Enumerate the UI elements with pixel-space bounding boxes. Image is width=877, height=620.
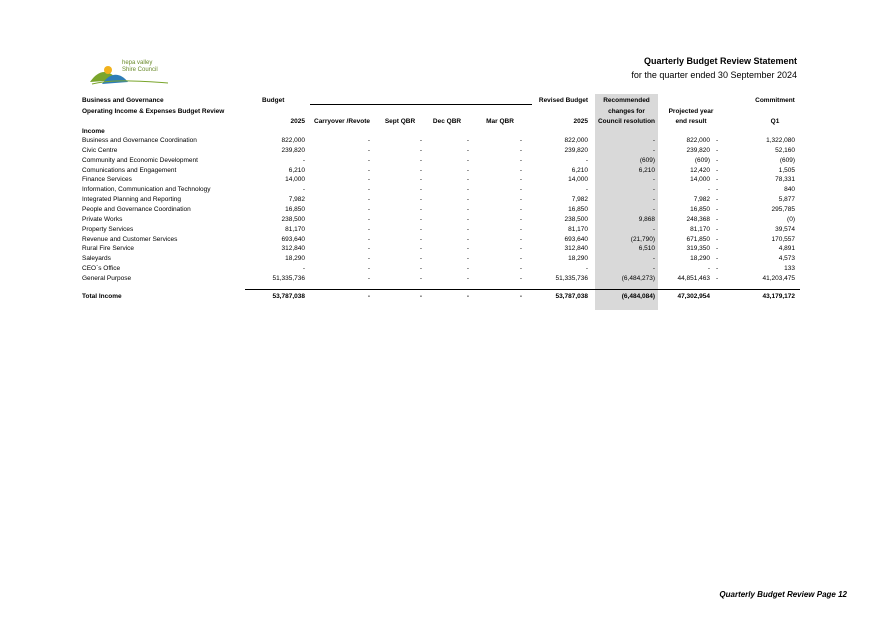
carryover: - (367, 215, 370, 223)
budget-2025: 693,640 (281, 235, 305, 243)
row-label: Civic Centre (82, 146, 118, 154)
budget-2025: 51,335,736 (272, 274, 305, 282)
sept-qbr: - (419, 225, 422, 233)
projected-result: 81,170 (690, 225, 710, 233)
sept-qbr: - (419, 255, 422, 263)
table-subtitle: Operating Income & Expenses Budget Review (82, 108, 225, 115)
budget-2025: 16,850 (285, 205, 305, 213)
revised-2025: 239,820 (564, 146, 588, 154)
row-label: Business and Governance Coordination (82, 137, 197, 144)
sept-qbr: - (419, 176, 422, 184)
subheader-budget-2025: 2025 (290, 118, 305, 125)
projected-result: 12,420 (690, 166, 710, 174)
dec-qbr: - (466, 186, 469, 194)
commitment-q1: 5,877 (778, 196, 795, 204)
carryover: - (367, 274, 370, 282)
dec-qbr: - (466, 215, 469, 223)
revised-2025: 53,787,038 (555, 293, 588, 300)
carryover: - (367, 137, 370, 144)
logo-text-line1: hepa valley (122, 60, 153, 66)
row-label: Comunications and Engagement (82, 166, 177, 174)
recommended-change: - (652, 255, 655, 263)
sept-qbr: - (419, 215, 422, 223)
recommended-change: (21,790) (630, 235, 655, 243)
carryover: - (367, 225, 370, 233)
dec-qbr: - (466, 137, 469, 144)
separator: - (716, 196, 719, 204)
mar-qbr: - (519, 265, 522, 273)
sept-qbr: - (419, 196, 422, 204)
carryover: - (367, 146, 370, 154)
sept-qbr: - (419, 186, 422, 194)
carryover: - (367, 196, 370, 204)
header-recommended-l3: Council resolution (597, 118, 656, 125)
recommended-change: - (652, 146, 655, 154)
revised-2025: - (585, 186, 588, 194)
commitment-q1: 4,891 (778, 245, 795, 253)
row-label: Revenue and Customer Services (82, 235, 178, 243)
mar-qbr: - (519, 156, 522, 164)
commitment-q1: 295,785 (771, 205, 795, 213)
subheader-mar-qbr: Mar QBR (486, 118, 514, 125)
carryover: - (367, 255, 370, 263)
dec-qbr: - (466, 255, 469, 263)
mar-qbr: - (519, 245, 522, 253)
separator: - (716, 265, 719, 273)
sept-qbr: - (419, 293, 422, 300)
separator: - (716, 274, 719, 282)
mar-qbr: - (519, 166, 522, 174)
row-label: Information, Communication and Technology (82, 186, 211, 194)
budget-2025: 53,787,038 (272, 293, 305, 300)
projected-result: 671,850 (686, 235, 710, 243)
sept-qbr: - (419, 205, 422, 213)
dec-qbr: - (466, 166, 469, 174)
projected-result: (609) (694, 156, 710, 164)
recommended-change: (6,484,273) (621, 274, 655, 282)
budget-2025: 238,500 (281, 215, 305, 223)
projected-result: 822,000 (686, 137, 710, 144)
total-rule (245, 289, 800, 290)
mar-qbr: - (519, 146, 522, 154)
row-label: General Purpose (82, 274, 132, 282)
projected-result: 16,850 (690, 205, 710, 213)
report-title: Quarterly Budget Review Statement (643, 56, 797, 66)
revised-2025: 51,335,736 (555, 274, 588, 282)
recommended-change: 9,868 (638, 215, 655, 223)
separator: - (716, 225, 719, 233)
revised-2025: - (585, 156, 588, 164)
page-footer: Quarterly Budget Review Page 12 (719, 590, 847, 599)
revised-2025: 14,000 (568, 176, 588, 184)
row-label: Rural Fire Service (82, 245, 135, 253)
recommended-change: 6,510 (638, 245, 655, 253)
revised-2025: 238,500 (564, 215, 588, 223)
dec-qbr: - (466, 205, 469, 213)
row-label: People and Governance Coordination (82, 205, 191, 213)
revised-2025: - (585, 265, 588, 273)
carryover: - (367, 235, 370, 243)
recommended-change: - (652, 225, 655, 233)
revised-2025: 81,170 (568, 225, 588, 233)
row-label: Community and Economic Development (82, 156, 198, 164)
separator: - (716, 235, 719, 243)
logo-sun (104, 66, 112, 74)
projected-result: 7,982 (693, 196, 710, 204)
dec-qbr: - (466, 293, 469, 300)
commitment-q1: 41,203,475 (762, 274, 795, 282)
income-heading: Income (82, 128, 105, 135)
budget-2025: 822,000 (281, 137, 305, 144)
subheader-revised-2025: 2025 (573, 118, 588, 125)
separator: - (716, 176, 719, 184)
commitment-q1: 78,331 (775, 176, 795, 184)
carryover: - (367, 166, 370, 174)
dec-qbr: - (466, 196, 469, 204)
mar-qbr: - (519, 255, 522, 263)
budget-2025: 18,290 (285, 255, 305, 263)
commitment-q1: (0) (787, 215, 795, 223)
sept-qbr: - (419, 245, 422, 253)
budget-2025: 6,210 (288, 166, 305, 174)
row-label: Property Services (82, 225, 134, 233)
projected-result: 47,302,954 (677, 293, 710, 300)
carryover: - (367, 156, 370, 164)
dec-qbr: - (466, 245, 469, 253)
projected-result: 14,000 (690, 176, 710, 184)
recommended-change: - (652, 196, 655, 204)
separator: - (716, 156, 719, 164)
sept-qbr: - (419, 156, 422, 164)
separator: - (716, 245, 719, 253)
sept-qbr: - (419, 274, 422, 282)
separator: - (716, 166, 719, 174)
projected-result: 239,820 (686, 146, 710, 154)
commitment-q1: 1,505 (778, 166, 795, 174)
revised-2025: 6,210 (571, 166, 588, 174)
commitment-q1: 170,557 (771, 235, 795, 243)
recommended-change: 6,210 (638, 166, 655, 174)
logo-text-line2: Shire Council (122, 67, 158, 73)
projected-result: - (707, 265, 710, 273)
revised-2025: 16,850 (568, 205, 588, 213)
revised-2025: 822,000 (564, 137, 588, 144)
budget-2025: - (302, 265, 305, 273)
header-recommended-l1: Recommended (603, 97, 650, 104)
commitment-q1: 4,573 (778, 255, 795, 263)
subheader-dec-qbr: Dec QBR (432, 118, 462, 125)
row-label: Finance Services (82, 176, 132, 184)
header-rule-qbr (310, 104, 532, 105)
separator: - (716, 215, 719, 223)
commitment-q1: 840 (784, 186, 795, 194)
row-label: Integrated Planning and Reporting (82, 196, 182, 204)
mar-qbr: - (519, 235, 522, 243)
recommended-change: - (652, 176, 655, 184)
sept-qbr: - (419, 166, 422, 174)
revised-2025: 693,640 (564, 235, 588, 243)
dec-qbr: - (466, 225, 469, 233)
sept-qbr: - (419, 137, 422, 144)
recommended-change: - (652, 186, 655, 194)
section-title: Business and Governance (82, 97, 164, 104)
budget-2025: - (302, 156, 305, 164)
separator: - (716, 137, 719, 144)
subheader-q1: Q1 (770, 118, 780, 125)
projected-result: 18,290 (690, 255, 710, 263)
separator: - (716, 146, 719, 154)
header-revised-budget: Revised Budget (538, 97, 588, 104)
mar-qbr: - (519, 137, 522, 144)
carryover: - (367, 265, 370, 273)
dec-qbr: - (466, 274, 469, 282)
dec-qbr: - (466, 146, 469, 154)
carryover: - (367, 186, 370, 194)
mar-qbr: - (519, 196, 522, 204)
header-projected-l1: Projected year (668, 108, 714, 115)
dec-qbr: - (466, 176, 469, 184)
row-label: Total Income (82, 293, 122, 300)
projected-result: 319,350 (686, 245, 710, 253)
row-label: CEO`s Office (82, 265, 121, 273)
mar-qbr: - (519, 186, 522, 194)
dec-qbr: - (466, 235, 469, 243)
mar-qbr: - (519, 293, 522, 300)
report-title-block (631, 55, 797, 82)
dec-qbr: - (466, 156, 469, 164)
revised-2025: 18,290 (568, 255, 588, 263)
revised-2025: 312,840 (564, 245, 588, 253)
row-label: Private Works (82, 215, 123, 223)
separator: - (716, 255, 719, 263)
subheader-carryover: Carryover /Revote (314, 118, 370, 125)
mar-qbr: - (519, 215, 522, 223)
sept-qbr: - (419, 265, 422, 273)
dec-qbr: - (466, 265, 469, 273)
budget-2025: 312,840 (281, 245, 305, 253)
logo-text (122, 60, 158, 74)
recommended-change: - (652, 205, 655, 213)
header-recommended-l2: changes for (608, 108, 645, 115)
budget-2025: 7,982 (288, 196, 305, 204)
commitment-q1: 43,179,172 (762, 293, 795, 300)
report-subtitle: for the quarter ended 30 September 2024 (631, 70, 797, 80)
projected-result: - (707, 186, 710, 194)
projected-result: 248,368 (686, 215, 710, 223)
header-projected-l2: end result (675, 118, 707, 125)
recommended-change: - (652, 137, 655, 144)
budget-2025: - (302, 186, 305, 194)
carryover: - (367, 205, 370, 213)
header-commitment: Commitment (755, 97, 795, 104)
separator: - (716, 186, 719, 194)
mar-qbr: - (519, 205, 522, 213)
mar-qbr: - (519, 176, 522, 184)
recommended-change: - (652, 265, 655, 273)
carryover: - (367, 245, 370, 253)
sept-qbr: - (419, 146, 422, 154)
subheader-sept-qbr: Sept QBR (384, 118, 416, 125)
mar-qbr: - (519, 274, 522, 282)
recommended-change: (609) (639, 156, 655, 164)
commitment-q1: 39,574 (775, 225, 795, 233)
budget-2025: 239,820 (281, 146, 305, 154)
revised-2025: 7,982 (571, 196, 588, 204)
mar-qbr: - (519, 225, 522, 233)
sept-qbr: - (419, 235, 422, 243)
commitment-q1: 52,160 (775, 146, 795, 154)
carryover: - (367, 293, 370, 300)
header-budget: Budget (262, 97, 285, 104)
carryover: - (367, 176, 370, 184)
separator: - (716, 205, 719, 213)
commitment-q1: (609) (779, 156, 795, 164)
budget-2025: 81,170 (285, 225, 305, 233)
projected-result: 44,851,463 (677, 274, 710, 282)
row-label: Saleyards (82, 255, 111, 263)
commitment-q1: 1,322,080 (766, 137, 795, 144)
commitment-q1: 133 (784, 265, 795, 273)
recommended-change: (6,484,084) (621, 293, 655, 300)
budget-2025: 14,000 (285, 176, 305, 184)
